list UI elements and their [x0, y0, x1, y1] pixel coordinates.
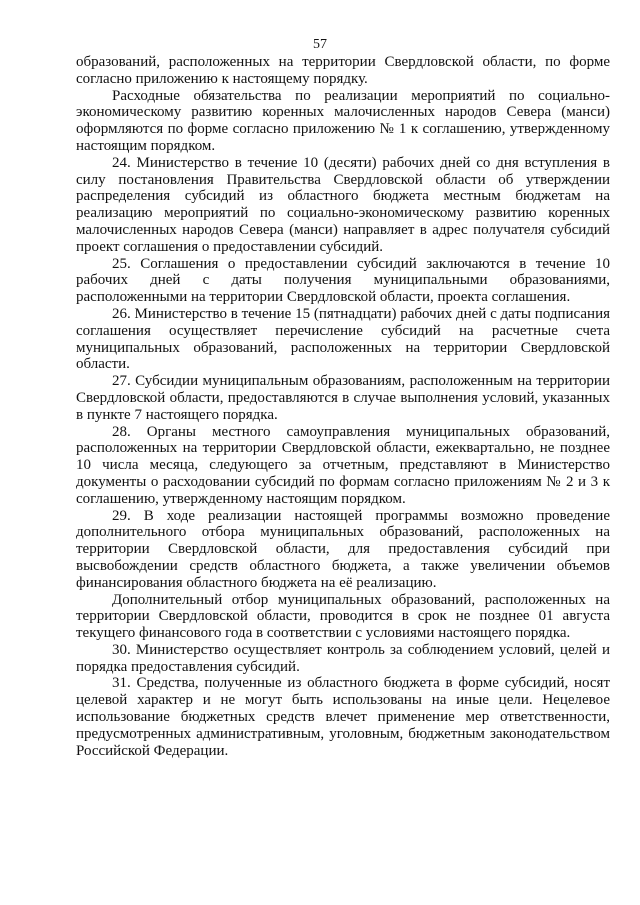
paragraph-26: 26. Министерство в течение 15 (пятнадцати) рабочих дней с даты подписания соглашения осуществляет перечисление субсидий на расчетные счета муниципальных образований, расположенных на территории Свердловской области.	[76, 305, 610, 373]
document-body	[76, 54, 610, 759]
page-number: 57	[313, 37, 327, 52]
paragraph-30: 30. Министерство осуществляет контроль за соблюдением условий, целей и порядка предоставления субсидий.	[76, 641, 610, 675]
paragraph-continuation: образований, расположенных на территории Свердловской области, по форме согласно приложению к настоящему порядку.	[76, 54, 610, 87]
paragraph-additional-selection: Дополнительный отбор муниципальных образований, расположенных на территории Свердловской области, проводится в срок не позднее 01 августа текущего финансового года в соответствии с условиями настоящего порядка.	[76, 591, 610, 642]
paragraph-24: 24. Министерство в течение 10 (десяти) рабочих дней со дня вступления в силу постановления Правительства Свердловской области об утверждении распределения субсидий из областного бюджета местным бюджетам на реализацию мероприятий по социально-экономическому развитию коренных малочисленных народов Севера (манси) направляет в адрес получателя субсидий проект соглашения о предоставлении субсидий.	[76, 154, 610, 255]
paragraph-expense-obligations: Расходные обязательства по реализации мероприятий по социально-экономическому развитию коренных малочисленных народов Севера (манси) оформляются по форме согласно приложению № 1 к соглашению, утвержденному настоящим порядком.	[76, 87, 610, 154]
paragraph-25: 25. Соглашения о предоставлении субсидий заключаются в течение 10 рабочих дней с даты получения муниципальными образованиями, расположенными на территории Свердловской области, проекта соглашения.	[76, 255, 610, 306]
paragraph-29: 29. В ходе реализации настоящей программы возможно проведение дополнительного отбора муниципальных образований, расположенных на территории Свердловской области, для предоставления субсидий при высвобождении средств областного бюджета, а также увеличении объемов финансирования областного бюджета на её реализацию.	[76, 507, 610, 591]
paragraph-27: 27. Субсидии муниципальным образованиям, расположенным на территории Свердловской области, предоставляются в случае выполнения условий, указанных в пункте 7 настоящего порядка.	[76, 373, 610, 423]
paragraph-31: 31. Средства, полученные из областного бюджета в форме субсидий, носят целевой характер и не могут быть использованы на иные цели. Нецелевое использование бюджетных средств влечет применение мер ответственности, предусмотренных административным, уголовным, бюджетным законодательством Российской Федерации.	[76, 675, 610, 759]
paragraph-28: 28. Органы местного самоуправления муниципальных образований, расположенных на территории Свердловской области, ежеквартально, не позднее 10 числа месяца, следующего за отчетным, представляют в Министерство документы о расходовании субсидий по формам согласно приложениям № 2 и 3 к соглашению, утвержденному настоящим порядком.	[76, 423, 610, 507]
